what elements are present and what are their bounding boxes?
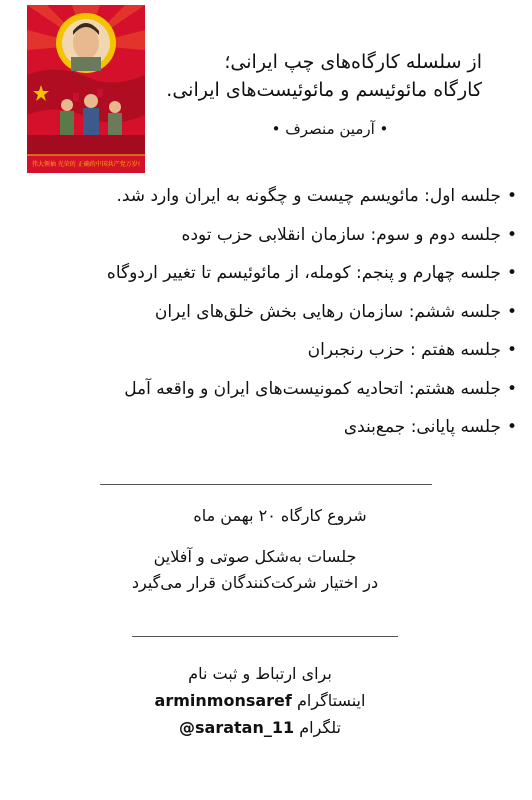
instagram-handle-link[interactable]: arminmonsaref <box>154 691 292 710</box>
title-line-1: از سلسله کارگاه‌های چپ ایرانی؛ <box>224 51 482 73</box>
format-line-1: جلسات به‌شکل صوتی و آفلاین <box>153 547 357 566</box>
session-item <box>37 414 517 453</box>
session-text: جلسه هفتم : حزب رنجبران <box>307 340 501 360</box>
title-line-2: کارگاه مائوئیسم و مائوئیست‌های ایرانی. <box>166 79 482 101</box>
bullet-icon: • <box>506 186 517 206</box>
session-item <box>37 376 517 415</box>
session-item <box>37 260 517 299</box>
session-text: جلسه اول: مائویسم چیست و چگونه به ایران وارد شد. <box>116 186 501 206</box>
session-item <box>37 337 517 376</box>
contact-info <box>130 660 390 741</box>
contact-heading: برای ارتباط و ثبت نام <box>188 664 332 683</box>
author-name: • آرمین منصرف • <box>271 120 389 138</box>
propaganda-poster-image <box>27 5 145 173</box>
session-text: جلسه هشتم: اتحادیه کمونیست‌های ایران و واقعه آمل <box>124 378 501 399</box>
format-line-2: در اختیار شرکت‌کنندگان قرار می‌گیرد <box>131 573 379 592</box>
workshop-title <box>162 48 482 104</box>
telegram-handle-link[interactable]: @saratan_11 <box>179 718 295 737</box>
session-format <box>90 544 420 596</box>
session-list <box>37 183 517 453</box>
poster-slogan: 伟大领袖 光荣的 正确的中国共产党万岁! <box>31 161 141 168</box>
session-text: جلسه دوم و سوم: سازمان انقلابی حزب توده <box>181 224 501 245</box>
workshop-start-date: شروع کارگاه ۲۰ بهمن ماه <box>193 506 367 525</box>
instagram-line <box>130 687 390 714</box>
session-text: جلسه پایانی: جمع‌بندی <box>343 417 501 437</box>
session-text: جلسه ششم: سازمان رهایی بخش خلق‌های ایران <box>154 301 501 322</box>
session-item <box>37 222 517 261</box>
bullet-icon: • <box>506 224 517 245</box>
session-item <box>37 183 517 222</box>
telegram-label: تلگرام <box>299 718 341 737</box>
divider <box>132 636 398 637</box>
bullet-icon: • <box>506 378 517 399</box>
divider <box>100 484 432 485</box>
instagram-label: اینستاگرام <box>296 691 366 710</box>
bullet-icon: • <box>506 301 517 322</box>
telegram-line <box>130 714 390 741</box>
session-item <box>37 299 517 338</box>
bullet-icon: • <box>506 417 517 437</box>
session-text: جلسه چهارم و پنجم: کومله، از مائوئیسم تا تغییر اردوگاه <box>106 263 501 283</box>
bullet-icon: • <box>506 340 517 360</box>
bullet-icon: • <box>506 263 517 283</box>
